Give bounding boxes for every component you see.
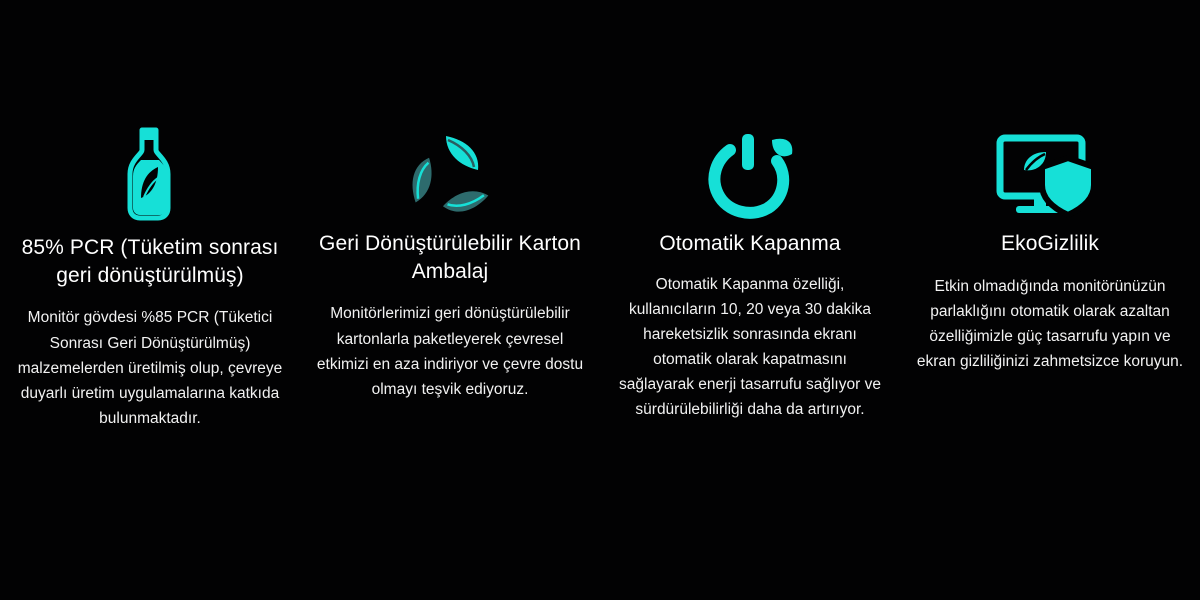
feature-description: Otomatik Kapanma özelliği, kullanıcıların 10, 20 veya 30 dakika hareketsizlik sonrasında ekranı otomatik olarak kapatmasını sağlayarak enerji tasarrufu sağlıyor ve sürdürülebilirliği daha da artırıyor. [619, 275, 881, 419]
feature-card [300, 120, 600, 402]
recycled-bottle-leaf-icon [110, 120, 190, 230]
feature-description: Monitörlerimizi geri dönüştürülebilir kartonlarla paketleyerek çevresel etkimizi en aza indiriyor ve çevre dostu olmayı teşvik ediyoruz. [316, 305, 584, 398]
feature-description: Etkin olmadığında monitörünüzün parlaklığını otomatik olarak azaltan özelliğimizle güç tasarrufu yapın ve ekran gizliliğinizi zahmetsizce koruyun. [916, 277, 1184, 371]
feature-title: Geri Dönüştürülebilir Karton Ambalaj [319, 232, 581, 283]
feature-card [900, 120, 1200, 374]
recycle-leaves-icon [395, 120, 505, 230]
feature-card [600, 120, 900, 422]
feature-title: EkoGizlilik [1001, 232, 1099, 255]
feature-title: 85% PCR (Tüketim sonrası geri dönüştürülmüş) [21, 236, 279, 287]
power-off-leaf-icon [698, 120, 802, 230]
feature-description: Monitör gövdesi %85 PCR (Tüketici Sonrası Geri Dönüştürülmüş) malzemelerden üretilmiş olup, çevreye duyarlı üretim uygulamalarına katkıda bulunmaktadır. [17, 309, 283, 427]
feature-title: Otomatik Kapanma [659, 232, 841, 255]
feature-card [0, 120, 300, 431]
monitor-shield-leaf-icon [994, 120, 1106, 230]
